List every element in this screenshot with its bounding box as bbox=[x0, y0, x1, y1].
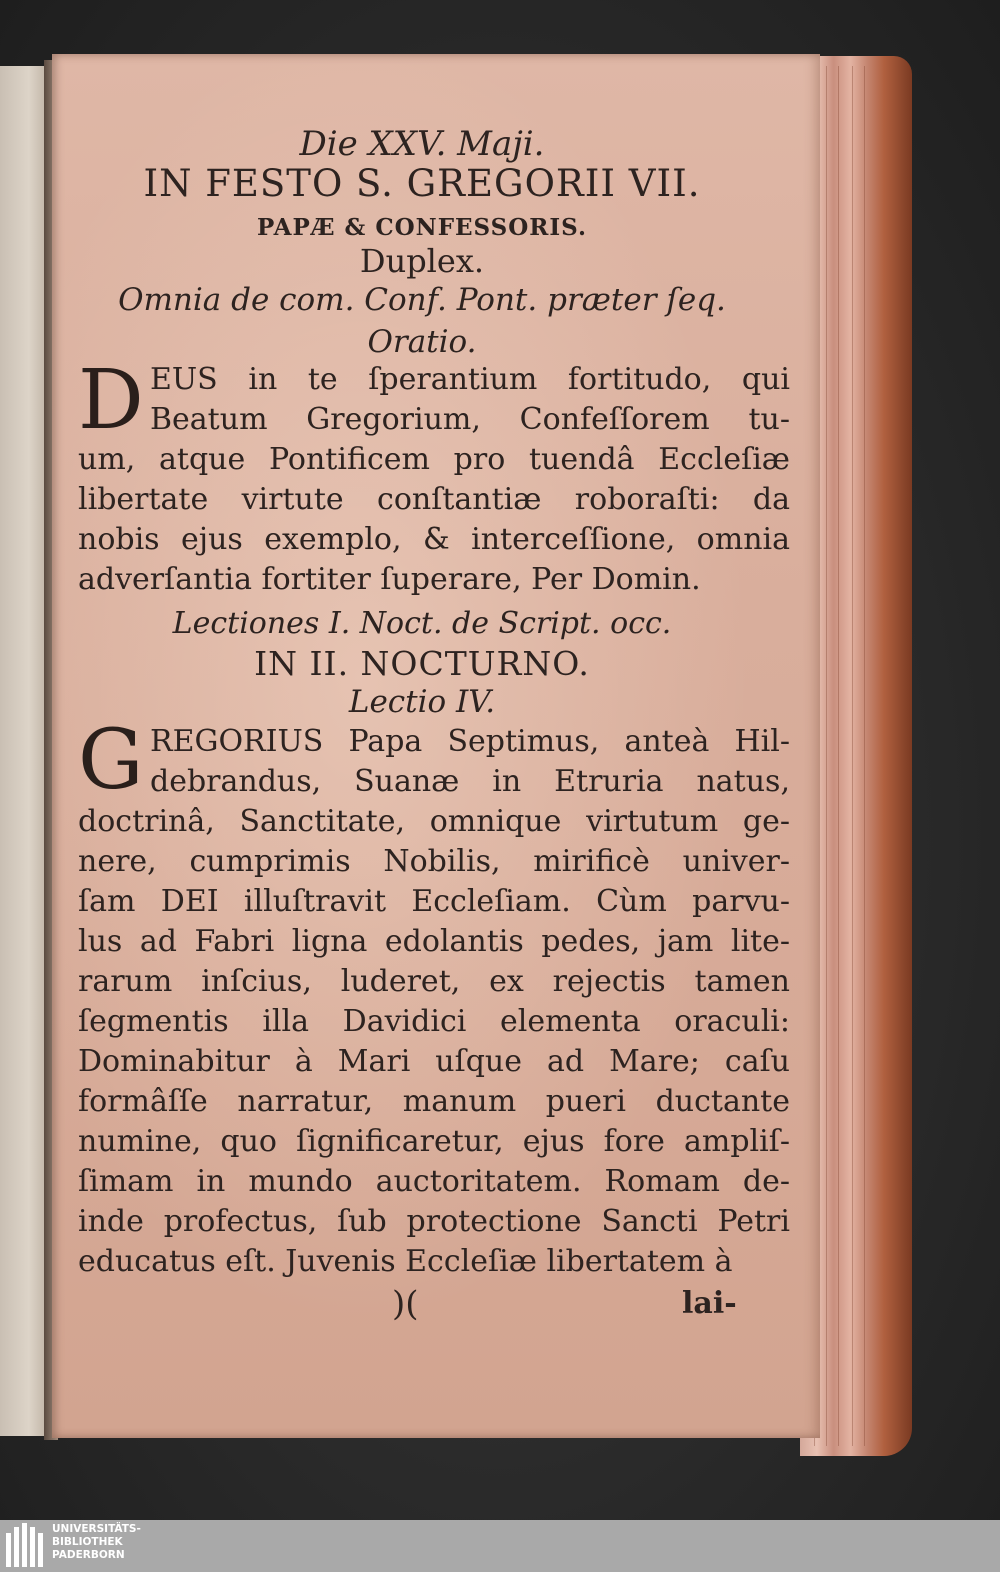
text-line: nobis ejus exemplo, & interceſſione, omnia bbox=[78, 522, 790, 557]
feast-rank-line: PAPÆ & CONFESSORIS. bbox=[257, 214, 587, 241]
rubric-omnia: Omnia de com. Conf. Pont. præter ſeq. bbox=[118, 282, 726, 318]
nocturno-heading: IN II. NOCTURNO. bbox=[254, 644, 590, 683]
text-line: formâſſe narratur, manum pueri ductante bbox=[78, 1084, 790, 1119]
text-line: inde profectus, ſub protectione Sancti Petri bbox=[78, 1204, 790, 1239]
lectio-text bbox=[78, 713, 790, 1282]
text-line: numine, quo ſignificaretur, ejus fore ampliſ- bbox=[78, 1124, 790, 1159]
text-line: libertate virtute conſtantiæ roboraſti: da bbox=[78, 482, 790, 517]
library-footer-bar bbox=[0, 1520, 1000, 1572]
signature-mark: )( bbox=[392, 1284, 419, 1324]
text-line: debrandus, Suanæ in Etruria natus, bbox=[150, 764, 790, 799]
feast-date: Die XXV. Maji. bbox=[299, 124, 545, 164]
logo-line: PADERBORN bbox=[52, 1549, 125, 1561]
oratio-heading: Oratio. bbox=[367, 324, 477, 360]
library-logo-text bbox=[52, 1523, 141, 1562]
text-line: ſimam in mundo auctoritatem. Romam de- bbox=[78, 1164, 790, 1199]
text-line: Beatum Gregorium, Confeſſorem tu- bbox=[150, 402, 790, 437]
text-line: REGORIUS Papa Septimus, anteà Hil- bbox=[150, 724, 790, 759]
text-line: ſegmentis illa Davidici elementa oraculi: bbox=[78, 1004, 790, 1039]
logo-line: UNIVERSITÄTS- bbox=[52, 1523, 141, 1535]
catchword: lai- bbox=[682, 1286, 737, 1321]
oratio-text bbox=[78, 353, 790, 600]
text-line: educatus eſt. Juvenis Eccleſiæ libertatem à bbox=[78, 1244, 733, 1279]
text-line: Dominabitur à Mari uſque ad Mare; caſu bbox=[78, 1044, 790, 1079]
oratio-dropcap: D bbox=[78, 353, 144, 448]
left-facing-page-edge bbox=[0, 66, 50, 1436]
text-line: doctrinâ, Sanctitate, omnique virtutum ge- bbox=[78, 804, 790, 839]
lectio-heading: Lectio IV. bbox=[348, 684, 496, 720]
text-line: nere, cumprimis Nobilis, mirificè univer- bbox=[78, 844, 790, 879]
logo-line: BIBLIOTHEK bbox=[52, 1536, 123, 1548]
text-line: um, atque Pontificem pro tuendâ Eccleſiæ bbox=[78, 442, 790, 477]
text-line: rarum inſcius, luderet, ex rejectis tamen bbox=[78, 964, 790, 999]
feast-title: IN FESTO S. GREGORII VII. bbox=[143, 162, 701, 205]
book-page bbox=[52, 54, 820, 1438]
library-logo-icon bbox=[6, 1523, 46, 1567]
lectiones-rubric: Lectiones I. Noct. de Script. occ. bbox=[172, 606, 672, 641]
text-line: EUS in te ſperantium fortitudo, qui bbox=[150, 362, 790, 397]
feast-duplex: Duplex. bbox=[359, 242, 485, 280]
lectio-dropcap: G bbox=[78, 713, 144, 808]
text-line: ſam DEI illuſtravit Eccleſiam. Cùm parvu- bbox=[78, 884, 790, 919]
text-line: adverſantia fortiter ſuperare, Per Domin. bbox=[78, 562, 701, 597]
text-line: lus ad Fabri ligna edolantis pedes, jam lite- bbox=[78, 924, 790, 959]
